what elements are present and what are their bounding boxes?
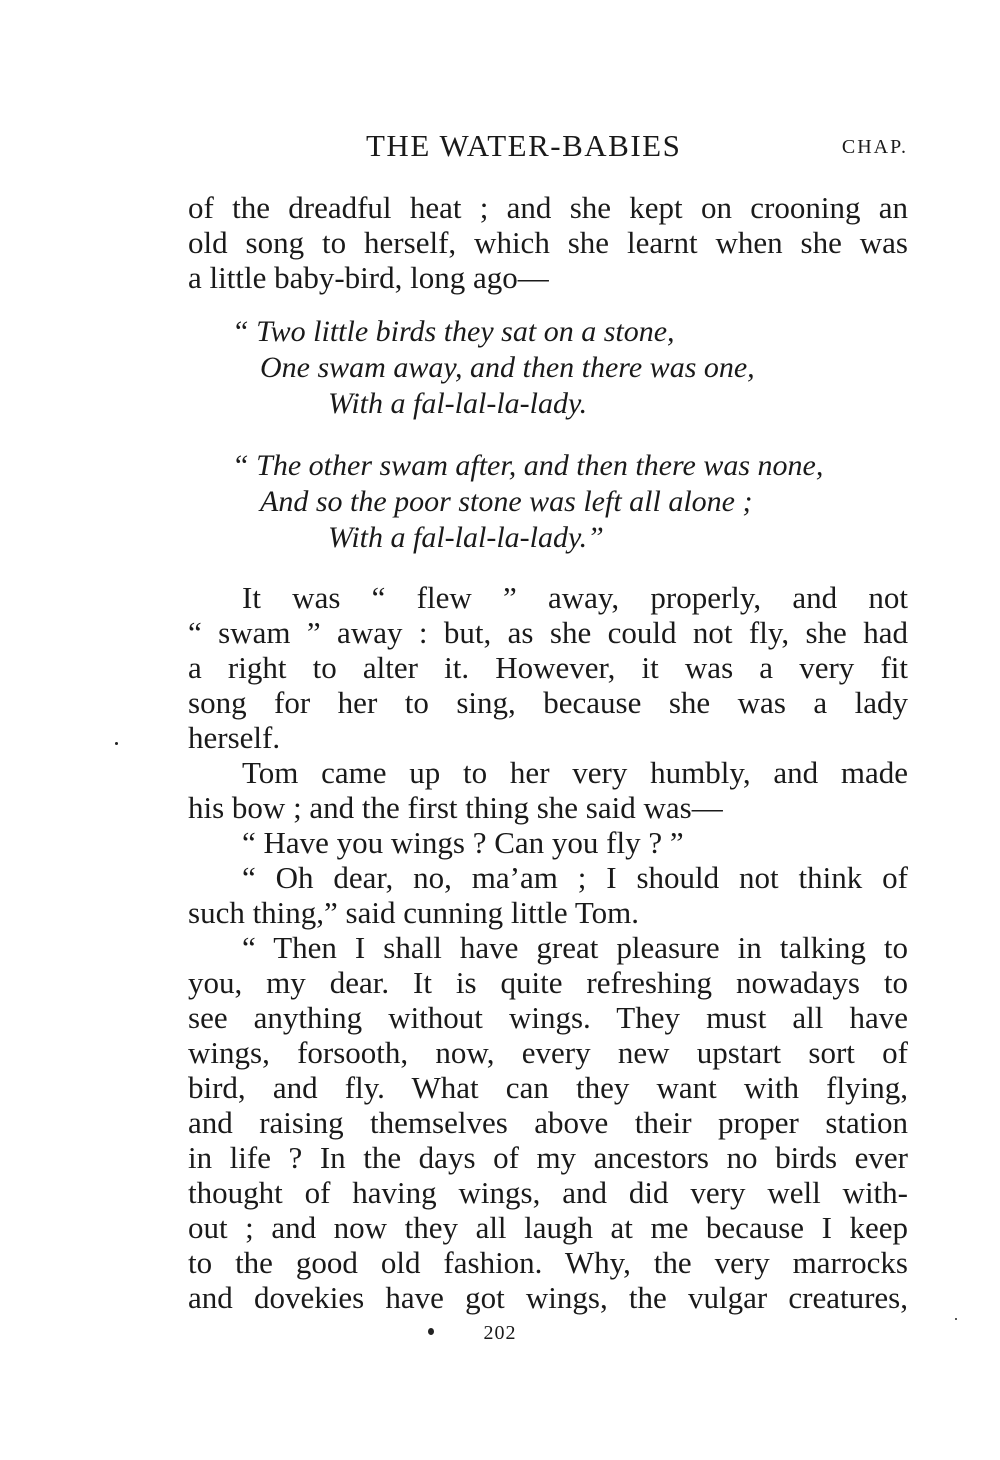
text-line: to the good old fashion. Why, the very marrocks (188, 1245, 908, 1280)
poem-line: With a fal-lal-la-lady. (328, 387, 588, 420)
text-line: thought of having wings, and did very well with- (188, 1175, 908, 1210)
text-line: of the dreadful heat ; and she kept on crooning an (188, 190, 908, 225)
chapter-label: CHAP. (841, 136, 908, 158)
text-line: his bow ; and the first thing she said was— (188, 790, 723, 825)
opening-paragraph (188, 190, 908, 295)
text-line: bird, and fly. What can they want with flying, (188, 1070, 908, 1105)
poem-line: One swam away, and then there was one, (260, 351, 755, 384)
text-line: old song to herself, which she learnt when she was (188, 225, 908, 260)
text-line: out ; and now they all laugh at me because I keep (188, 1210, 908, 1245)
body-text (188, 580, 908, 1315)
print-speck (955, 1318, 957, 1320)
text-line: “ Oh dear, no, ma’am ; I should not think of (242, 860, 908, 895)
text-line: It was “ flew ” away, properly, and not (242, 580, 908, 615)
text-line: in life ? In the days of my ancestors no birds ever (188, 1140, 908, 1175)
text-line: a right to alter it. However, it was a very fit (188, 650, 908, 685)
poem-stanza-2 (188, 448, 908, 556)
print-speck (115, 742, 118, 745)
text-line: Tom came up to her very humbly, and made (242, 755, 908, 790)
text-line: wings, forsooth, now, every new upstart sort of (188, 1035, 908, 1070)
print-speck (428, 1328, 434, 1335)
text-line: “ Have you wings ? Can you fly ? ” (242, 825, 684, 860)
text-line: “ Then I shall have great pleasure in talking to (242, 930, 908, 965)
page-number: 202 (483, 1322, 517, 1344)
text-line: “ swam ” away : but, as she could not fly, she had (188, 615, 908, 650)
text-line: you, my dear. It is quite refreshing nowadays to (188, 965, 908, 1000)
poem-line: And so the poor stone was left all alone ; (260, 485, 753, 518)
text-line: a little baby-bird, long ago— (188, 260, 549, 295)
text-line: song for her to sing, because she was a lady (188, 685, 908, 720)
text-line: herself. (188, 720, 281, 755)
book-title: THE WATER-BABIES (366, 128, 682, 163)
text-line: see anything without wings. They must all have (188, 1000, 908, 1035)
poem-line: “ Two little birds they sat on a stone, (232, 315, 675, 348)
poem-line: With a fal-lal-la-lady.” (328, 521, 604, 554)
poem-stanza-1 (188, 314, 908, 422)
text-line: and raising themselves above their proper station (188, 1105, 908, 1140)
poem-line: “ The other swam after, and then there was none, (232, 449, 824, 482)
running-head (188, 128, 908, 168)
text-line: such thing,” said cunning little Tom. (188, 895, 640, 930)
text-line: and dovekies have got wings, the vulgar creatures, (188, 1280, 908, 1315)
